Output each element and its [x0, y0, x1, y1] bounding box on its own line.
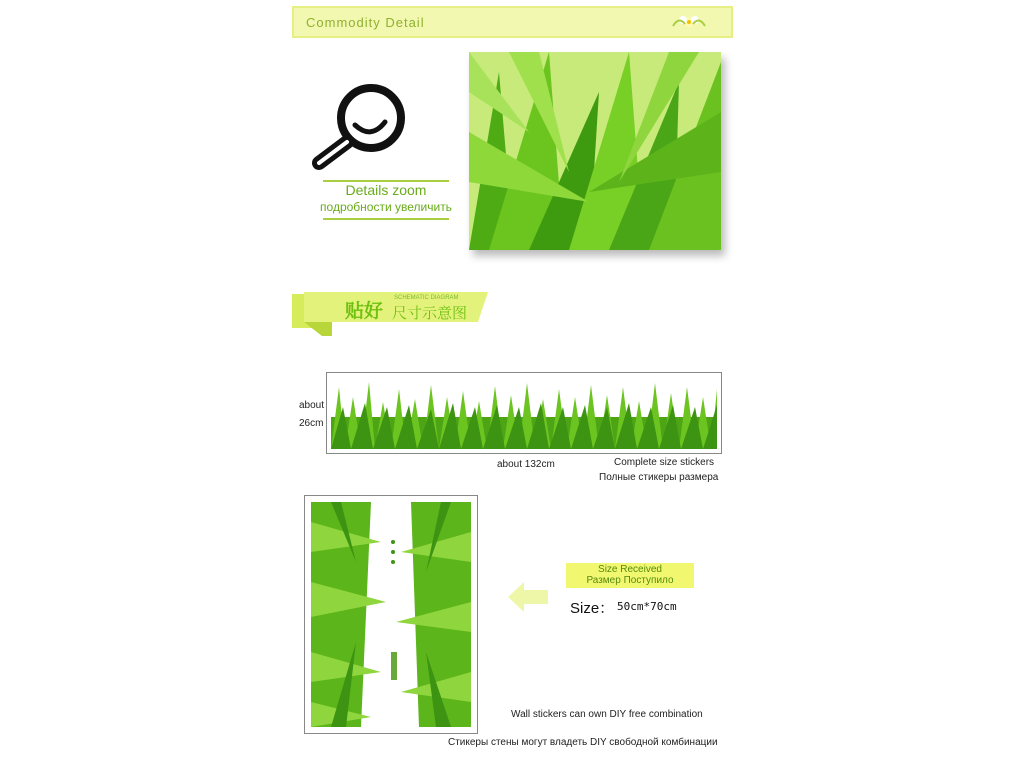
complete-size-caption: Complete size stickers	[614, 457, 715, 468]
banner-title: 贴好	[345, 301, 384, 322]
size-received-label-ru: Размер Поступило	[586, 575, 674, 586]
arrow-left-icon	[508, 582, 548, 612]
size-received-label: Size Received	[598, 564, 662, 575]
banner-subtitle-en: SCHEMATIC DIAGRAM	[394, 295, 459, 301]
magnifier-icon	[305, 80, 415, 175]
height-label-value: 26cm	[299, 418, 324, 429]
divider	[323, 218, 449, 220]
size-value: 50cm*70cm	[617, 600, 677, 613]
commodity-detail-header	[292, 6, 733, 38]
size-label: Size：	[570, 600, 615, 617]
details-zoom-label-ru: подробности увеличить	[320, 200, 452, 214]
header-title: Commodity Detail	[306, 15, 425, 30]
diy-caption: Wall stickers can own DIY free combination	[511, 709, 703, 720]
flower-icon	[669, 12, 709, 32]
grass-strip-preview	[326, 372, 722, 454]
complete-size-caption-ru: Полные стикеры размера	[599, 472, 719, 483]
diy-caption-ru: Стикеры стены могут владеть DIY свободной комбинации	[448, 737, 718, 748]
banner-subtitle: 尺寸示意图	[392, 305, 468, 322]
sticker-sheet-preview	[304, 495, 478, 734]
details-zoom-label: Details zoom	[345, 182, 427, 198]
height-label-about: about	[299, 400, 325, 411]
bamboo-leaves-closeup-image	[469, 52, 721, 250]
width-label: about 132cm	[497, 459, 555, 470]
